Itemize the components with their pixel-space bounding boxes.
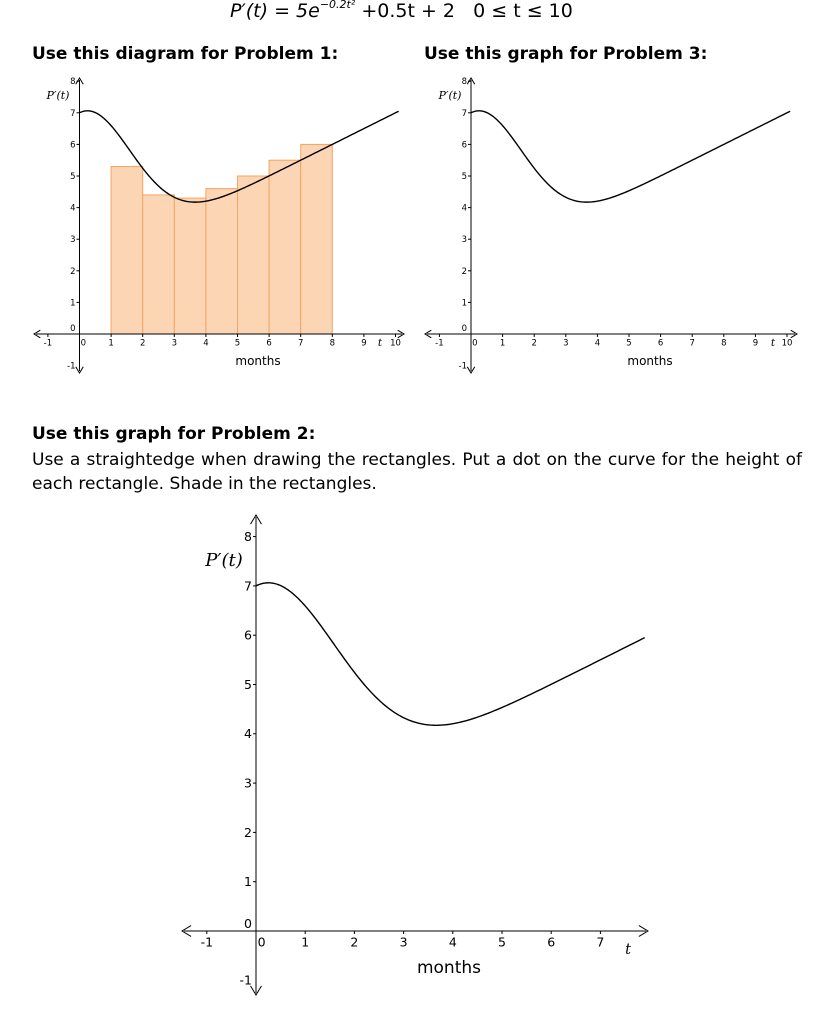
problem3-y-tick-label: 6 — [461, 140, 467, 151]
problem3-y-tick-label: 2 — [461, 266, 467, 277]
problem3-t-label: t — [770, 337, 776, 349]
problem2-y-tick-label: 2 — [244, 824, 252, 840]
problem2-y-tick-label: 4 — [244, 726, 252, 742]
problem2-x-tick-label: 5 — [498, 934, 506, 950]
problem3-curve — [471, 111, 790, 202]
problem2-x-tick-label: 6 — [547, 934, 556, 950]
problem1-y-tick-label: 0 — [70, 324, 76, 334]
problem3-x-tick-label: 0 — [472, 338, 478, 349]
problem1-x-tick-label: 0 — [80, 338, 87, 349]
problem2-y-tick-label: 6 — [244, 627, 252, 643]
problem3-x-tick-label: 3 — [563, 338, 569, 349]
problem1-x-tick-label: 8 — [329, 338, 336, 349]
problem1-y-tick-label: 5 — [70, 171, 76, 182]
problem3-y-tick-label: 7 — [461, 108, 467, 119]
problem1-rect-7 — [301, 144, 333, 334]
problem3-x-tick-label: 10 — [781, 338, 793, 349]
problem3-x-tick-label: 2 — [531, 338, 537, 349]
problem3-x-tick-label: 9 — [752, 338, 759, 349]
problem2-t-label: t — [625, 942, 631, 958]
problem3-x-tick-label: 1 — [499, 338, 506, 349]
problem2-y-tick-label: -1 — [239, 972, 252, 988]
problem2-y-tick-label: 5 — [244, 676, 252, 692]
problem1-heading: Use this diagram for Problem 1: — [32, 44, 339, 64]
problem3-ylabel: P′(t) — [438, 89, 462, 102]
problem1-x-tick-label: 6 — [266, 338, 272, 349]
problem3-y-tick-label: 4 — [461, 203, 467, 214]
problem3-xlabel: months — [627, 354, 673, 368]
problem1-t-label: t — [377, 337, 383, 349]
problem1-rect-6 — [269, 160, 301, 334]
problem1-y-tick-label: -1 — [67, 361, 76, 372]
problem2-x-tick-label: 1 — [301, 934, 310, 950]
problem1-rect-2 — [143, 195, 175, 334]
problem2-x-tick-label: 7 — [596, 934, 605, 950]
problem1-y-tick-label: 3 — [70, 235, 76, 246]
problem1-x-tick-label: 7 — [297, 338, 304, 349]
problem3-y-tick-label: 1 — [461, 298, 467, 309]
problem3-x-tick-label: 6 — [657, 338, 664, 349]
problem1-rect-5 — [238, 176, 270, 334]
problem2-curve — [256, 583, 645, 725]
problem2-y-tick-label: 8 — [244, 528, 252, 544]
problem1-y-tick-label: 4 — [70, 203, 76, 214]
problem3-y-tick-label: 0 — [461, 324, 467, 334]
formula-rhs: +0.5t + 2 — [361, 0, 455, 22]
problem1-x-tick-label: 4 — [203, 338, 209, 349]
formula-exponent: −0.2t² — [319, 0, 356, 11]
problem2-xlabel: months — [416, 958, 482, 978]
problem3-x-tick-label: -1 — [435, 338, 444, 349]
problem1-xlabel: months — [235, 354, 281, 368]
problem3-y-tick-label: 8 — [461, 77, 467, 88]
problem2-y-tick-label: 1 — [244, 874, 252, 890]
problem1-ylabel: P′(t) — [46, 89, 70, 102]
problem1-rect-1 — [111, 167, 143, 334]
problem3-y-tick-label: -1 — [458, 361, 467, 372]
problem1-x-tick-label: -1 — [43, 338, 53, 349]
formula-domain: 0 ≤ t ≤ 10 — [473, 0, 573, 22]
problem1-y-tick-label: 6 — [70, 140, 76, 151]
problem3-x-tick-label: 8 — [721, 338, 727, 349]
problem3-heading: Use this graph for Problem 3: — [424, 44, 708, 64]
problem2-x-tick-label: 3 — [399, 934, 408, 950]
problem2-heading: Use this graph for Problem 2: — [32, 424, 316, 444]
problem3-x-tick-label: 5 — [626, 338, 632, 349]
problem1-rect-3 — [174, 198, 206, 334]
problem2-instructions: Use a straightedge when drawing the rectangles. Put a dot on the curve for the height of each rectangle. Shade in the rectangles. — [32, 450, 802, 494]
problem2-y-tick-label: 0 — [244, 916, 252, 931]
problem1-y-tick-label: 8 — [70, 77, 76, 88]
problem1-x-tick-label: 10 — [390, 338, 401, 349]
problem1-x-tick-label: 9 — [361, 338, 367, 349]
problem1-y-tick-label: 1 — [70, 298, 76, 309]
problem2-x-tick-label: 2 — [350, 934, 359, 950]
problem2-x-tick-label: 4 — [448, 934, 457, 950]
problem2-x-tick-label: 0 — [257, 934, 266, 950]
problem3-y-tick-label: 3 — [461, 235, 467, 246]
problem2-y-tick-label: 7 — [244, 578, 252, 594]
problem3-x-tick-label: 4 — [594, 338, 601, 349]
problem3-y-tick-label: 5 — [461, 171, 467, 182]
problem1-x-tick-label: 1 — [108, 338, 114, 349]
problem1-x-tick-label: 3 — [171, 338, 178, 349]
problem1-x-tick-label: 5 — [234, 338, 241, 349]
problem1-x-tick-label: 2 — [139, 338, 146, 349]
problem1-y-tick-label: 2 — [70, 266, 76, 277]
problem1-rect-4 — [206, 189, 238, 334]
problem2-y-tick-label: 3 — [244, 775, 252, 791]
formula-lhs: P′(t) = 5e — [230, 0, 320, 22]
problem1-y-tick-label: 7 — [70, 108, 76, 119]
problem2-ylabel: P′(t) — [205, 550, 243, 571]
problem2-x-tick-label: -1 — [200, 934, 214, 950]
problem3-x-tick-label: 7 — [689, 338, 695, 349]
